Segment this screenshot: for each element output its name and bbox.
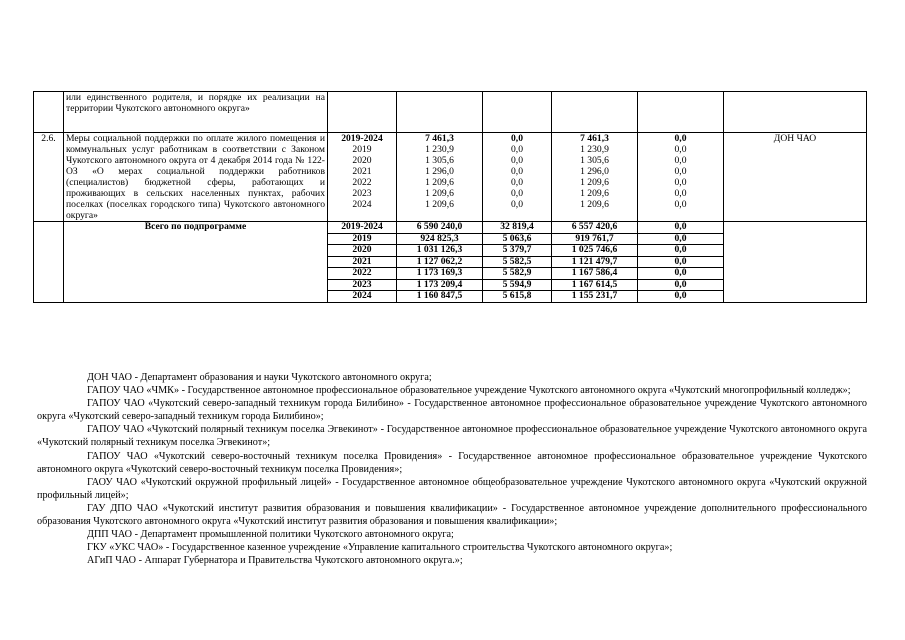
federal-column [483,133,552,222]
table-row-2-6 [34,133,867,222]
other-column [638,133,724,222]
regional-cell: 7 461,3 [580,133,609,144]
summary-year: 2020 [328,245,397,257]
executor-cell: ДОН ЧАО [724,133,867,222]
total-cell: 7 461,3 [425,133,454,144]
summary-federal: 32 819,4 [483,222,552,234]
summary-federal: 5 594,9 [483,279,552,291]
year-cell: 2023 [352,188,372,199]
summary-federal: 5 582,5 [483,256,552,268]
budget-table [33,91,867,303]
federal-cell: 0,0 [511,144,523,155]
note-paragraph: ГАПОУ ЧАО «Чукотский северо-западный техникум города Билибино» - Государственное автономное профессиональное образовательное учреждение Чукотского автономного округа «Чукотский северо-западный техникум города Билибино»; [37,398,867,423]
summary-total: 1 173 209,4 [397,279,483,291]
summary-federal: 5 063,6 [483,233,552,245]
note-paragraph: ГАПОУ ЧАО «Чукотский полярный техникум поселка Эгвекинот» - Государственное автономное профессиональное образовательное учреждение Чукотского автономного округа «Чукотский полярный техникум поселка Эгвекинот»; [37,424,867,449]
other-cell: 0,0 [674,188,687,199]
year-cell: 2020 [352,155,372,166]
summary-federal: 5 582,9 [483,268,552,280]
summary-other: 0,0 [638,279,724,291]
row-description: или единственного родителя, и порядке их реализации на территории Чукотского автономного округа» [64,92,328,133]
summary-regional: 1 025 746,6 [552,245,638,257]
row-number: 2.6. [34,133,64,222]
other-cell: 0,0 [674,199,687,210]
summary-total: 1 160 847,5 [397,291,483,303]
regional-cell: 1 209,6 [580,188,609,199]
note-paragraph: ГКУ «УКС ЧАО» - Государственное казенное учреждение «Управление капитального строительства Чукотского автономного округа»; [87,542,673,554]
note-paragraph: ДОН ЧАО - Департамент образования и науки Чукотского автономного округа; [87,372,432,383]
total-cell: 1 296,0 [425,166,454,177]
regional-cell: 1 296,0 [580,166,609,177]
other-cell: 0,0 [674,155,687,166]
note-paragraph: ДПП ЧАО - Департамент промышленной политики Чукотского автономного округа; [87,529,454,541]
summary-year: 2019 [328,233,397,245]
summary-other: 0,0 [638,222,724,234]
summary-regional: 1 155 231,7 [552,291,638,303]
summary-regional: 1 167 614,5 [552,279,638,291]
summary-year: 2021 [328,256,397,268]
regional-cell: 1 305,6 [580,155,609,166]
row-description: Меры социальной поддержки по оплате жилого помещения и коммунальных услуг работникам в соответствии с Законом Чукотского автономного округа от 4 декабря 2014 года № 122-ОЗ «О мерах социальной поддержки работников (специалистов) бюджетной сферы, работающих и проживающих в сельских населенных пунктах, рабочих поселках (поселках городского типа) Чукотского автономного округа» [64,133,328,222]
note-paragraph: ГАОУ ЧАО «Чукотский окружной профильный лицей» - Государственное автономное общеобразовательное учреждение Чукотского автономного округа «Чукотский окружной профильный лицей»; [37,476,867,501]
row-number-cell [34,92,64,133]
federal-cell: 0,0 [511,177,523,188]
regional-column [552,133,638,222]
summary-federal: 5 379,7 [483,245,552,257]
summary-total: 1 127 062,2 [397,256,483,268]
other-cell: 0,0 [674,133,687,144]
years-column [328,133,397,222]
summary-other: 0,0 [638,291,724,303]
total-column [397,133,483,222]
total-cell: 1 209,6 [425,199,454,210]
other-cell: 0,0 [674,177,687,188]
summary-label: Всего по подпрограмме [64,222,328,303]
other-cell: 0,0 [674,166,687,177]
federal-cell: 0,0 [511,155,523,166]
total-cell: 1 209,6 [425,177,454,188]
summary-year: 2023 [328,279,397,291]
summary-total: 6 590 240,0 [397,222,483,234]
summary-regional: 6 557 420,6 [552,222,638,234]
year-cell: 2019 [352,144,372,155]
summary-other: 0,0 [638,233,724,245]
summary-other: 0,0 [638,245,724,257]
summary-regional: 1 121 479,7 [552,256,638,268]
summary-total: 924 825,3 [397,233,483,245]
year-cell: 2021 [352,166,372,177]
summary-regional: 1 167 586,4 [552,268,638,280]
other-cell: 0,0 [674,144,687,155]
federal-cell: 0,0 [511,133,523,144]
summary-other: 0,0 [638,268,724,280]
summary-other: 0,0 [638,256,724,268]
note-paragraph: ГАУ ДПО ЧАО «Чукотский институт развития образования и повышения квалификации» - Государственное автономное учреждение дополнительного профессионального образования Чукотского автономного округа «Чукотский институт развития образования и повышения квалификации»; [37,502,867,528]
summary-row [34,222,867,234]
federal-cell: 0,0 [511,166,523,177]
regional-cell: 1 209,6 [580,177,609,188]
year-cell: 2019-2024 [341,133,383,144]
summary-regional: 919 761,7 [552,233,638,245]
summary-total: 1 031 126,3 [397,245,483,257]
summary-year: 2024 [328,291,397,303]
total-cell: 1 209,6 [425,188,454,199]
summary-year: 2019-2024 [328,222,397,234]
regional-cell: 1 230,9 [580,144,609,155]
year-cell: 2022 [352,177,372,188]
abbreviation-notes [37,371,867,567]
summary-total: 1 173 169,3 [397,268,483,280]
total-cell: 1 305,6 [425,155,454,166]
table-row-continued [34,92,867,133]
note-paragraph: ГАПОУ ЧАО «Чукотский северо-восточный техникум поселка Провидения» - Государственное автономное профессиональное образовательное учреждение Чукотского автономного округа «Чукотский северо-восточный техникум поселка Провидения»; [37,450,867,475]
federal-cell: 0,0 [511,199,523,210]
federal-cell: 0,0 [511,188,523,199]
note-paragraph: АГиП ЧАО - Аппарат Губернатора и Правительства Чукотского автономного округа.»; [87,555,463,567]
note-paragraph: ГАПОУ ЧАО «ЧМК» - Государственное автономное профессиональное образовательное учреждение Чукотского автономного округа «Чукотский многопрофильный колледж»; [87,385,851,397]
summary-federal: 5 615,8 [483,291,552,303]
regional-cell: 1 209,6 [580,199,609,210]
total-cell: 1 230,9 [425,144,454,155]
summary-year: 2022 [328,268,397,280]
year-cell: 2024 [352,199,372,210]
